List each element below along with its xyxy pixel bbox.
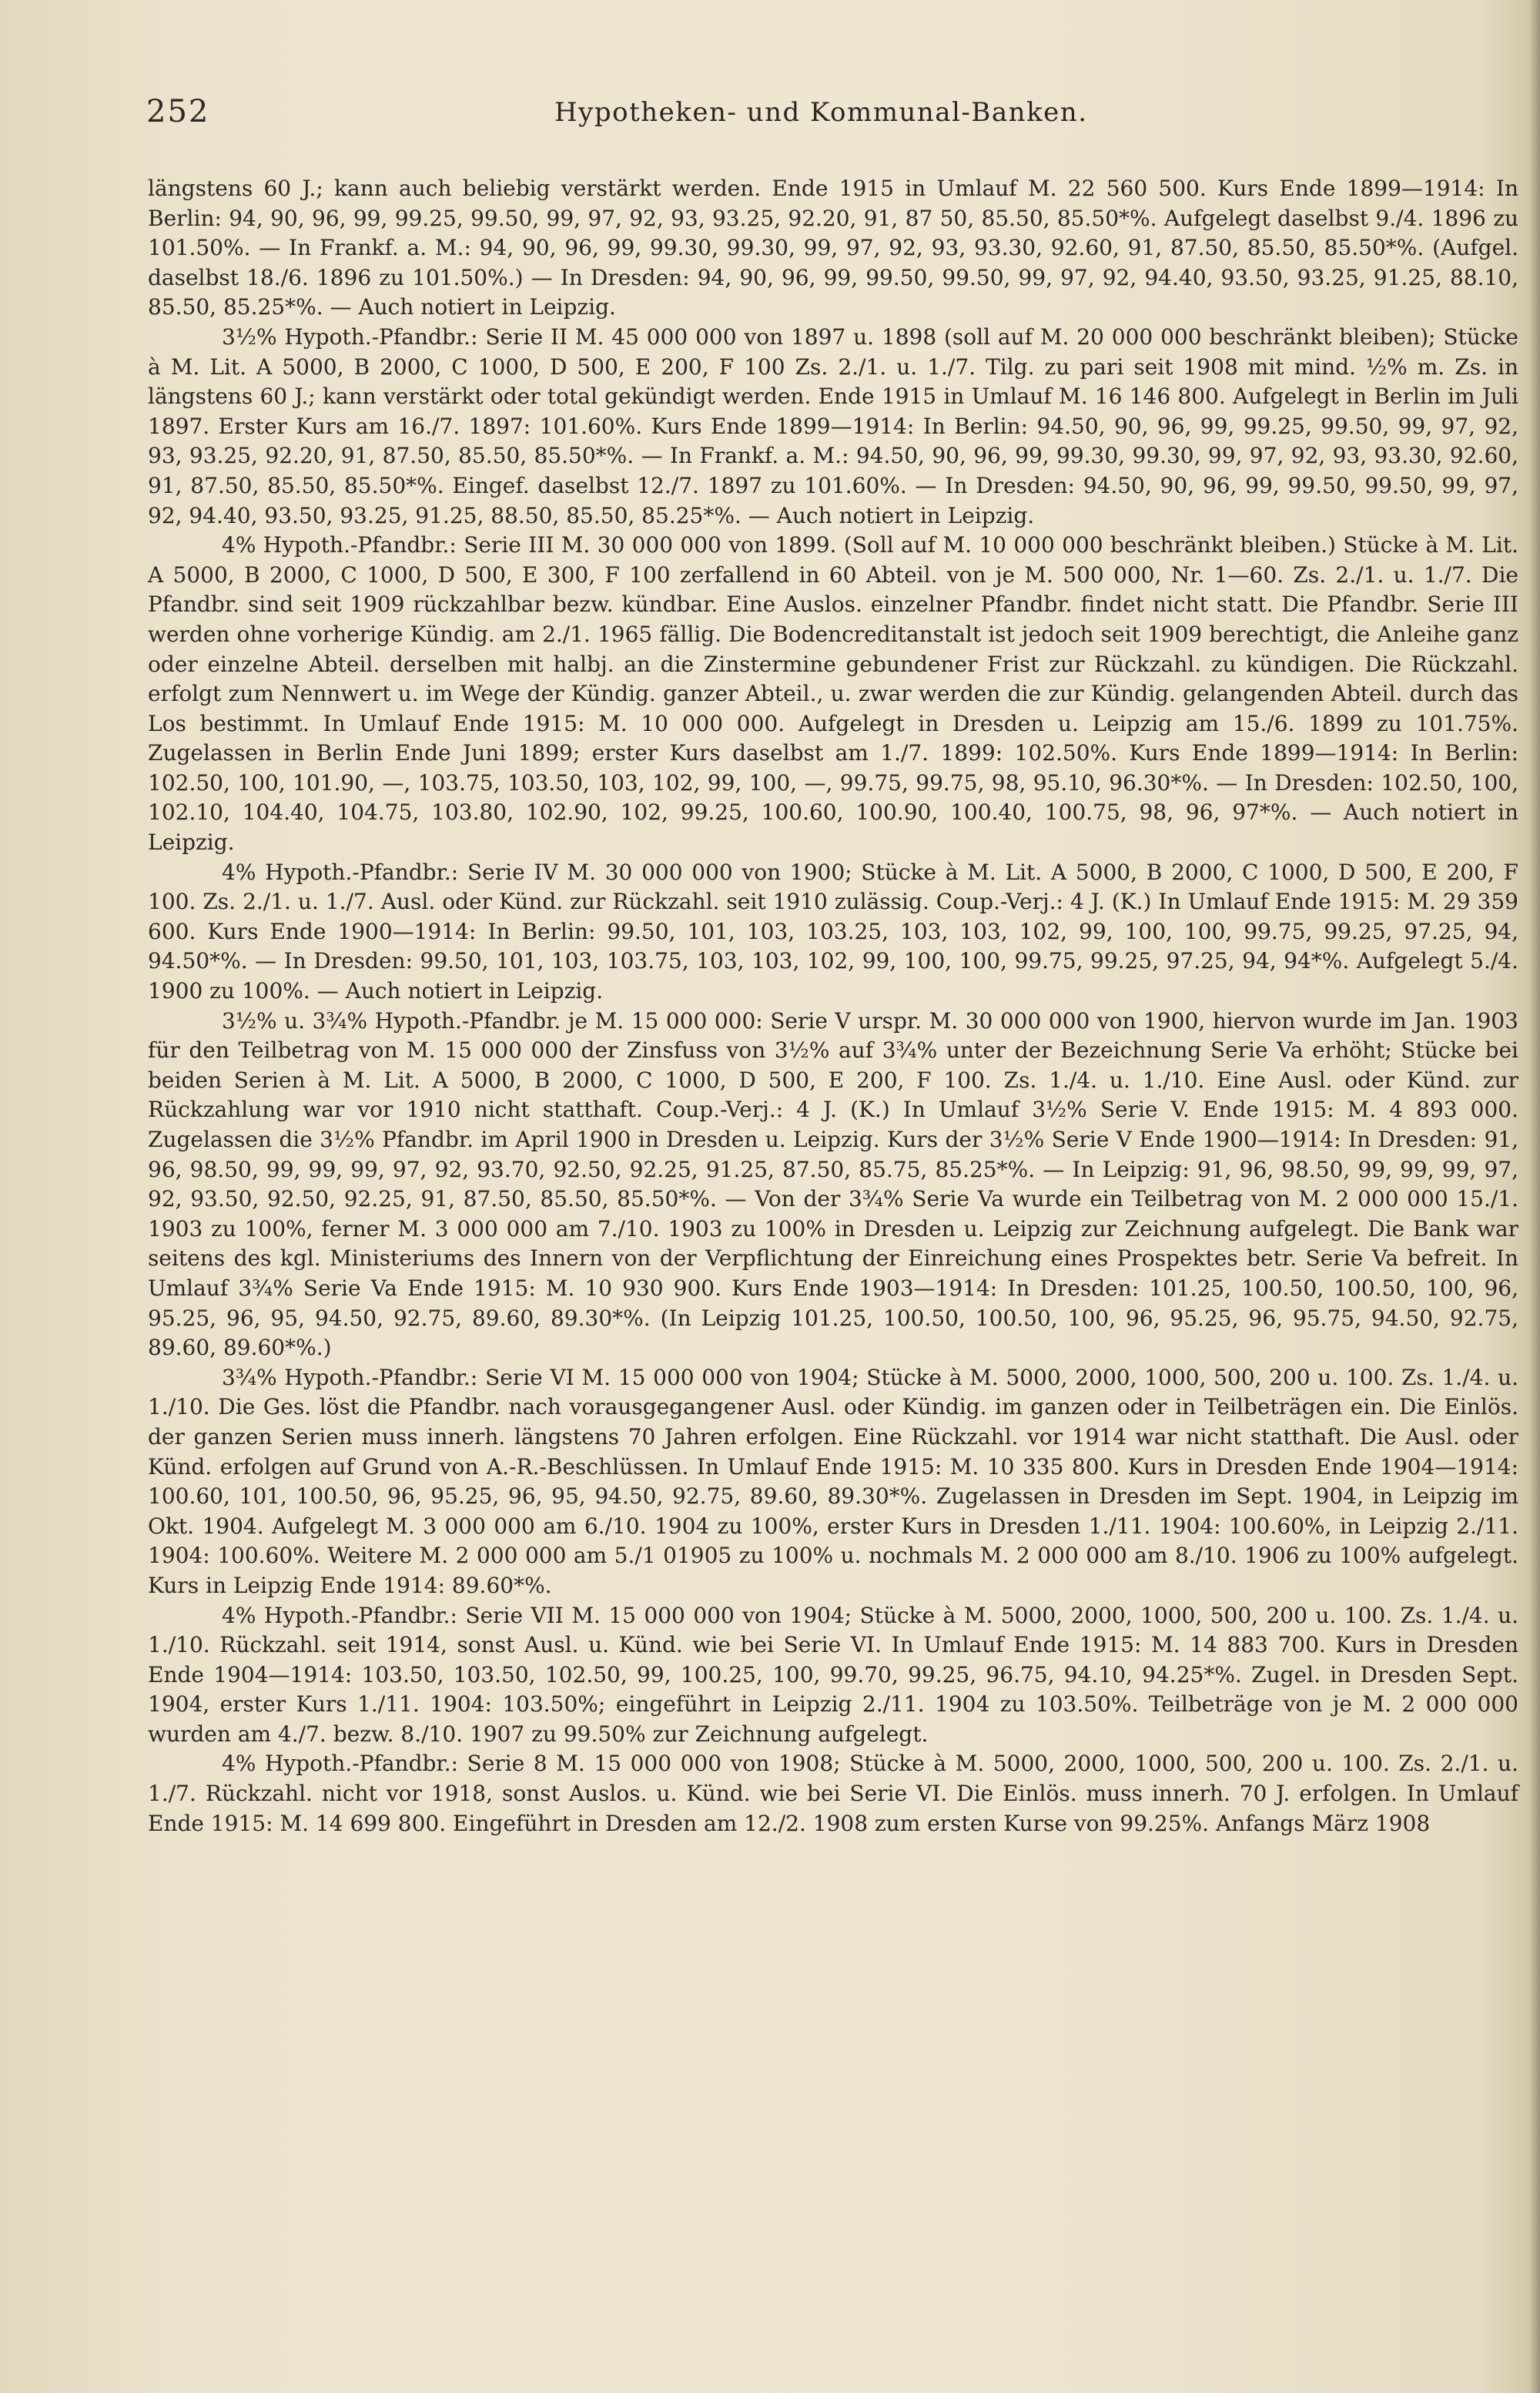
paragraph-serie-iv: 4% Hypoth.-Pfandbr.: Serie IV M. 30 000 000 von 1900; Stücke à M. Lit. A 5000, B 2000, C 1000, D 500, E 200, F 100. Zs. 2./1. u. 1./7. Ausl. oder Künd. zur Rückzahl. seit 1910 zulässig. Coup.-Verj.: 4 J. (K.) In Umlauf Ende 1915: M. 29 359 600. Kurs Ende 1900—1914: In Berlin: 99.50, 101, 103, 103.25, 103, 103, 102, 99, 100, 100, 99.75, 99.25, 97.25, 94, 94.50*%. — In Dresden: 99.50, 101, 103, 103.75, 103, 103, 102, 99, 100, 100, 99.75, 99.25, 97.25, 94, 94*%. Aufgelegt 5./4. 1900 zu 100%. — Auch notiert in Leipzig. <box>148 859 1518 1004</box>
body-text <box>148 174 1518 1838</box>
paragraph-serie-vii: 4% Hypoth.-Pfandbr.: Serie VII M. 15 000 000 von 1904; Stücke à M. 5000, 2000, 1000, 500, 200 u. 100. Zs. 1./4. u. 1./10. Rückzahl. seit 1914, sonst Ausl. u. Künd. wie bei Serie VI. In Umlauf Ende 1915: M. 14 883 700. Kurs in Dresden Ende 1904—1914: 103.50, 103.50, 102.50, 99, 100.25, 100, 99.70, 99.25, 96.75, 94.10, 94.25*%. Zugel. in Dresden Sept. 1904, erster Kurs 1./11. 1904: 103.50%; eingeführt in Leipzig 2./11. 1904 zu 103.50%. Teilbeträge von je M. 2 000 000 wurden am 4./7. bezw. 8./10. 1907 zu 99.50% zur Zeichnung aufgelegt. <box>148 1602 1518 1747</box>
page-number: 252 <box>146 94 210 129</box>
page-header <box>146 94 1517 140</box>
page-edge-shadow <box>1529 0 1540 2393</box>
paragraph-serie-8: 4% Hypoth.-Pfandbr.: Serie 8 M. 15 000 000 von 1908; Stücke à M. 5000, 2000, 1000, 500, 200 u. 100. Zs. 2./1. u. 1./7. Rückzahl. nicht vor 1918, sonst Auslos. u. Künd. wie bei Serie VI. Die Einlös. muss innerh. 70 J. erfolgen. In Umlauf Ende 1915: M. 14 699 800. Eingeführt in Dresden am 12./2. 1908 zum ersten Kurse von 99.25%. Anfangs März 1908 <box>148 1751 1518 1836</box>
paragraph-serie-ii: 3½% Hypoth.-Pfandbr.: Serie II M. 45 000 000 von 1897 u. 1898 (soll auf M. 20 000 000 beschränkt bleiben); Stücke à M. Lit. A 5000, B 2000, C 1000, D 500, E 200, F 100 Zs. 2./1. u. 1./7. Tilg. zu pari seit 1908 mit mind. ½% m. Zs. in längstens 60 J.; kann verstärkt oder total gekündigt werden. Ende 1915 in Umlauf M. 16 146 800. Aufgelegt in Berlin im Juli 1897. Erster Kurs am 16./7. 1897: 101.60%. Kurs Ende 1899—1914: In Berlin: 94.50, 90, 96, 99, 99.25, 99.50, 99, 97, 92, 93, 93.25, 92.20, 91, 87.50, 85.50, 85.50*%. — In Frankf. a. M.: 94.50, 90, 96, 99, 99.30, 99.30, 99, 97, 92, 93, 93.30, 92.60, 91, 87.50, 85.50, 85.50*%. Eingef. daselbst 12./7. 1897 zu 101.60%. — In Dresden: 94.50, 90, 96, 99, 99.50, 99.50, 99, 97, 92, 94.40, 93.50, 93.25, 91.25, 88.50, 85.50, 85.25*%. — Auch notiert in Leipzig. <box>148 323 1518 528</box>
paragraph-serie-v: 3½% u. 3¾% Hypoth.-Pfandbr. je M. 15 000 000: Serie V urspr. M. 30 000 000 von 1900, hiervon wurde im Jan. 1903 für den Teilbetrag von M. 15 000 000 der Zinsfuss von 3½% auf 3¾% unter der Bezeichnung Serie Va erhöht; Stücke bei beiden Serien à M. Lit. A 5000, B 2000, C 1000, D 500, E 200, F 100. Zs. 1./4. u. 1./10. Eine Ausl. oder Künd. zur Rückzahlung war vor 1910 nicht statthaft. Coup.-Verj.: 4 J. (K.) In Umlauf 3½% Serie V. Ende 1915: M. 4 893 000. Zugelassen die 3½% Pfandbr. im April 1900 in Dresden u. Leipzig. Kurs der 3½% Serie V Ende 1900—1914: In Dresden: 91, 96, 98.50, 99, 99, 99, 97, 92, 93.70, 92.50, 92.25, 91.25, 87.50, 85.75, 85.25*%. — In Leipzig: 91, 96, 98.50, 99, 99, 99, 97, 92, 93.50, 92.50, 92.25, 91, 87.50, 85.50, 85.50*%. — Von der 3¾% Serie Va wurde ein Teilbetrag von M. 2 000 000 15./1. 1903 zu 100%, ferner M. 3 000 000 am 7./10. 1903 zu 100% in Dresden u. Leipzig zur Zeichnung aufgelegt. Die Bank war seitens des kgl. Ministeriums des Innern von der Verpflichtung der Einreichung eines Prospektes betr. Serie Va befreit. In Umlauf 3¾% Serie Va Ende 1915: M. 10 930 900. Kurs Ende 1903—1914: In Dresden: 101.25, 100.50, 100.50, 100, 96, 95.25, 96, 95, 94.50, 92.75, 89.60, 89.30*%. (In Leipzig 101.25, 100.50, 100.50, 100, 96, 95.25, 96, 95.75, 94.50, 92.75, 89.60, 89.60*%.) <box>148 1007 1518 1361</box>
paragraph-continuation: längstens 60 J.; kann auch beliebig verstärkt werden. Ende 1915 in Umlauf M. 22 560 500. Kurs Ende 1899—1914: In Berlin: 94, 90, 96, 99, 99.25, 99.50, 99, 97, 92, 93, 93.25, 92.20, 91, 87 50, 85.50, 85.50*%. Aufgelegt daselbst 9./4. 1896 zu 101.50%. — In Frankf. a. M.: 94, 90, 96, 99, 99.30, 99.30, 99, 97, 92, 93, 93.30, 92.60, 91, 87.50, 85.50, 85.50*%. (Aufgel. daselbst 18./6. 1896 zu 101.50%.) — In Dresden: 94, 90, 96, 99, 99.50, 99.50, 99, 97, 92, 94.40, 93.50, 93.25, 91.25, 88.10, 85.50, 85.25*%. — Auch notiert in Leipzig. <box>148 176 1518 320</box>
running-head: Hypotheken- und Kommunal-Banken. <box>554 97 1088 128</box>
paragraph-serie-vi: 3¾% Hypoth.-Pfandbr.: Serie VI M. 15 000 000 von 1904; Stücke à M. 5000, 2000, 1000, 500, 200 u. 100. Zs. 1./4. u. 1./10. Die Ges. löst die Pfandbr. nach vorausgegangener Ausl. oder Kündig. im ganzen oder in Teilbeträgen ein. Die Einlös. der ganzen Serien muss innerh. längstens 70 Jahren erfolgen. Eine Rückzahl. vor 1914 war nicht statthaft. Die Ausl. oder Künd. erfolgen auf Grund von A.-R.-Beschlüssen. In Umlauf Ende 1915: M. 10 335 800. Kurs in Dresden Ende 1904—1914: 100.60, 101, 100.50, 96, 95.25, 96, 95, 94.50, 92.75, 89.60, 89.30*%. Zugelassen in Dresden im Sept. 1904, in Leipzig im Okt. 1904. Aufgelegt M. 3 000 000 am 6./10. 1904 zu 100%, erster Kurs in Dresden 1./11. 1904: 100.60%, in Leipzig 2./11. 1904: 100.60%. Weitere M. 2 000 000 am 5./1 01905 zu 100% u. nochmals M. 2 000 000 am 8./10. 1906 zu 100% aufgelegt. Kurs in Leipzig Ende 1914: 89.60*%. <box>148 1364 1518 1598</box>
paragraph-serie-iii: 4% Hypoth.-Pfandbr.: Serie III M. 30 000 000 von 1899. (Soll auf M. 10 000 000 beschränkt bleiben.) Stücke à M. Lit. A 5000, B 2000, C 1000, D 500, E 300, F 100 zerfallend in 60 Abteil. von je M. 500 000, Nr. 1—60. Zs. 2./1. u. 1./7. Die Pfandbr. sind seit 1909 rückzahlbar bezw. kündbar. Eine Auslos. einzelner Pfandbr. findet nicht statt. Die Pfandbr. Serie III werden ohne vorherige Kündig. am 2./1. 1965 fällig. Die Bodencreditanstalt ist jedoch seit 1909 berechtigt, die Anleihe ganz oder einzelne Abteil. derselben mit halbj. an die Zinstermine gebundener Frist zur Rückzahl. zu kündigen. Die Rückzahl. erfolgt zum Nennwert u. im Wege der Kündig. ganzer Abteil., u. zwar werden die zur Kündig. gelangenden Abteil. durch das Los bestimmt. In Umlauf Ende 1915: M. 10 000 000. Aufgelegt in Dresden u. Leipzig am 15./6. 1899 zu 101.75%. Zugelassen in Berlin Ende Juni 1899; erster Kurs daselbst am 1./7. 1899: 102.50%. Kurs Ende 1899—1914: In Berlin: 102.50, 100, 101.90, —, 103.75, 103.50, 103, 102, 99, 100, —, 99.75, 99.75, 98, 95.10, 96.30*%. — In Dresden: 102.50, 100, 102.10, 104.40, 104.75, 103.80, 102.90, 102, 99.25, 100.60, 100.90, 100.40, 100.75, 98, 96, 97*%. — Auch notiert in Leipzig. <box>148 532 1518 856</box>
